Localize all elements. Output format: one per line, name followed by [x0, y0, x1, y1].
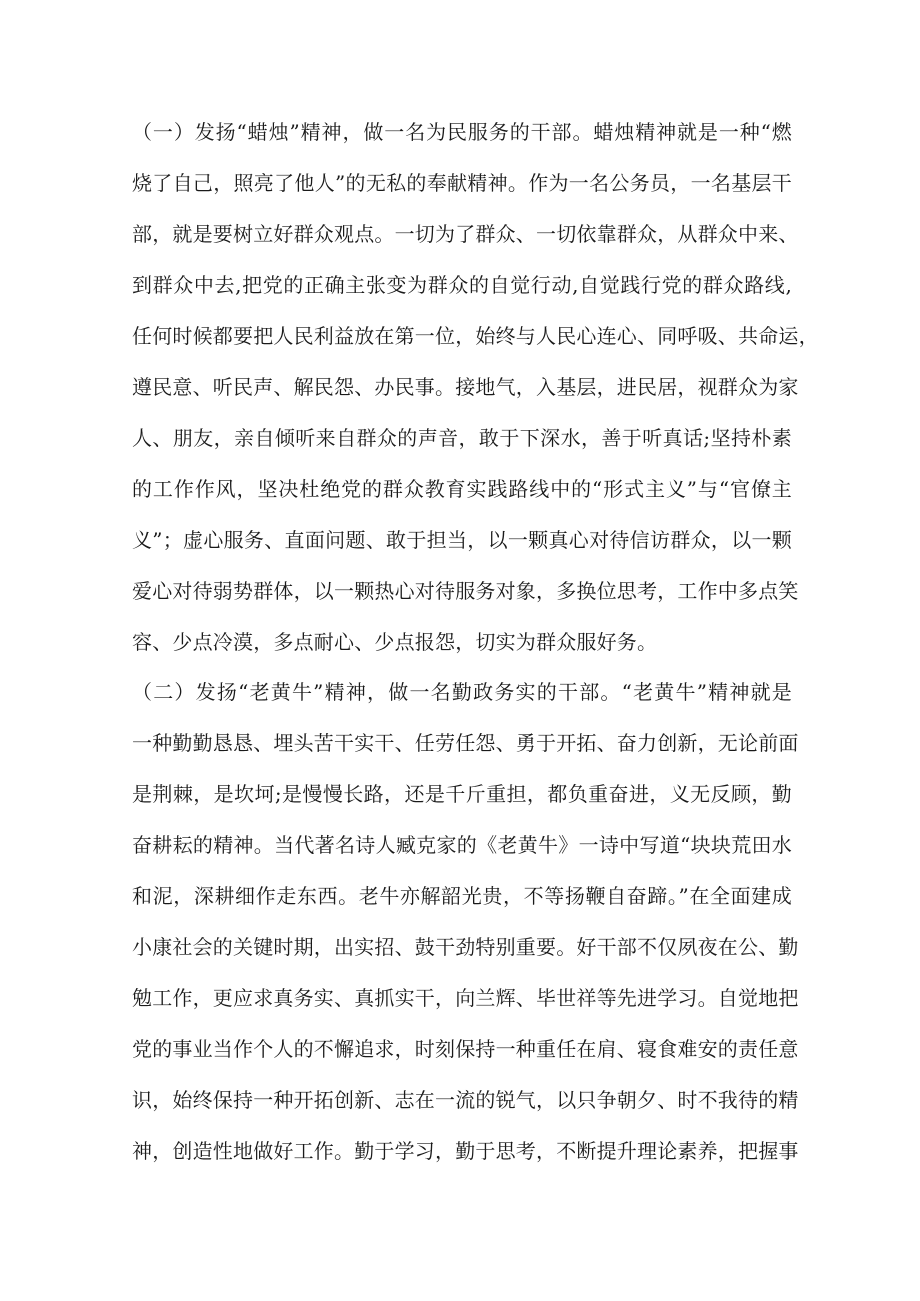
text-line: 奋耕耘的精神。当代著名诗人臧克家的《老黄牛》一诗中写道“块块荒田水: [132, 833, 792, 857]
text-line: 识，始终保持一种开拓创新、志在一流的锐气，以只争朝夕、时不我待的精: [132, 1088, 799, 1112]
text-line: 部，就是要树立好群众观点。一切为了群众、一切依靠群众，从群众中来、: [132, 222, 799, 246]
text-line: 勉工作，更应求真务实、真抓实干，向兰辉、毕世祥等先进学习。自觉地把: [132, 986, 799, 1010]
text-line: 到群众中去,把党的正确主张变为群众的自觉行动,自觉践行党的群众路线,: [132, 273, 792, 297]
text-line: 爱心对待弱势群体，以一颗热心对待服务对象，多换位思考，工作中多点笑: [132, 579, 799, 603]
text-line: 一种勤勤恳恳、埋头苦干实干、任劳任怨、勇于开拓、奋力创新，无论前面: [132, 731, 799, 755]
text-line: 和泥，深耕细作走东西。老牛亦解韶光贵，不等扬鞭自奋蹄。”在全面建成: [132, 884, 792, 908]
text-line: 的工作作风，坚决杜绝党的群众教育实践路线中的“形式主义”与“官僚主: [132, 477, 792, 501]
text-line: 神，创造性地做好工作。勤于学习，勤于思考，不断提升理论素养，把握事: [132, 1139, 799, 1163]
paragraph-ox-spirit: [132, 667, 799, 1177]
text-line: （一）发扬“蜡烛”精神，做一名为民服务的干部。蜡烛精神就是一种“燃: [132, 120, 792, 144]
text-line: 义”；虚心服务、直面问题、敢于担当，以一颗真心对待信访群众，以一颗: [132, 528, 792, 552]
text-line: 遵民意、听民声、解民怨、办民事。接地气，入基层，进民居，视群众为家: [132, 375, 799, 399]
text-line: 任何时候都要把人民利益放在第一位，始终与人民心连心、同呼吸、共命运，: [132, 324, 819, 348]
text-line: （二）发扬“老黄牛”精神，做一名勤政务实的干部。“老黄牛”精神就是: [132, 680, 792, 704]
text-line: 是荆棘，是坎坷;是慢慢长路，还是千斤重担，都负重奋进，义无反顾，勤: [132, 782, 792, 806]
text-line: 人、朋友，亲自倾听来自群众的声音，敢于下深水，善于听真话;坚持朴素: [132, 426, 792, 450]
text-line: 容、少点冷漠，多点耐心、少点报怨，切实为群众服好务。: [132, 630, 658, 654]
text-line: 小康社会的关键时期，出实招、鼓干劲特别重要。好干部不仅夙夜在公、勤: [132, 935, 799, 959]
text-line: 烧了自己，照亮了他人”的无私的奉献精神。作为一名公务员，一名基层干: [132, 171, 792, 195]
text-line: 党的事业当作个人的不懈追求，时刻保持一种重任在肩、寝食难安的责任意: [132, 1037, 799, 1061]
paragraph-candle-spirit: [132, 107, 819, 668]
